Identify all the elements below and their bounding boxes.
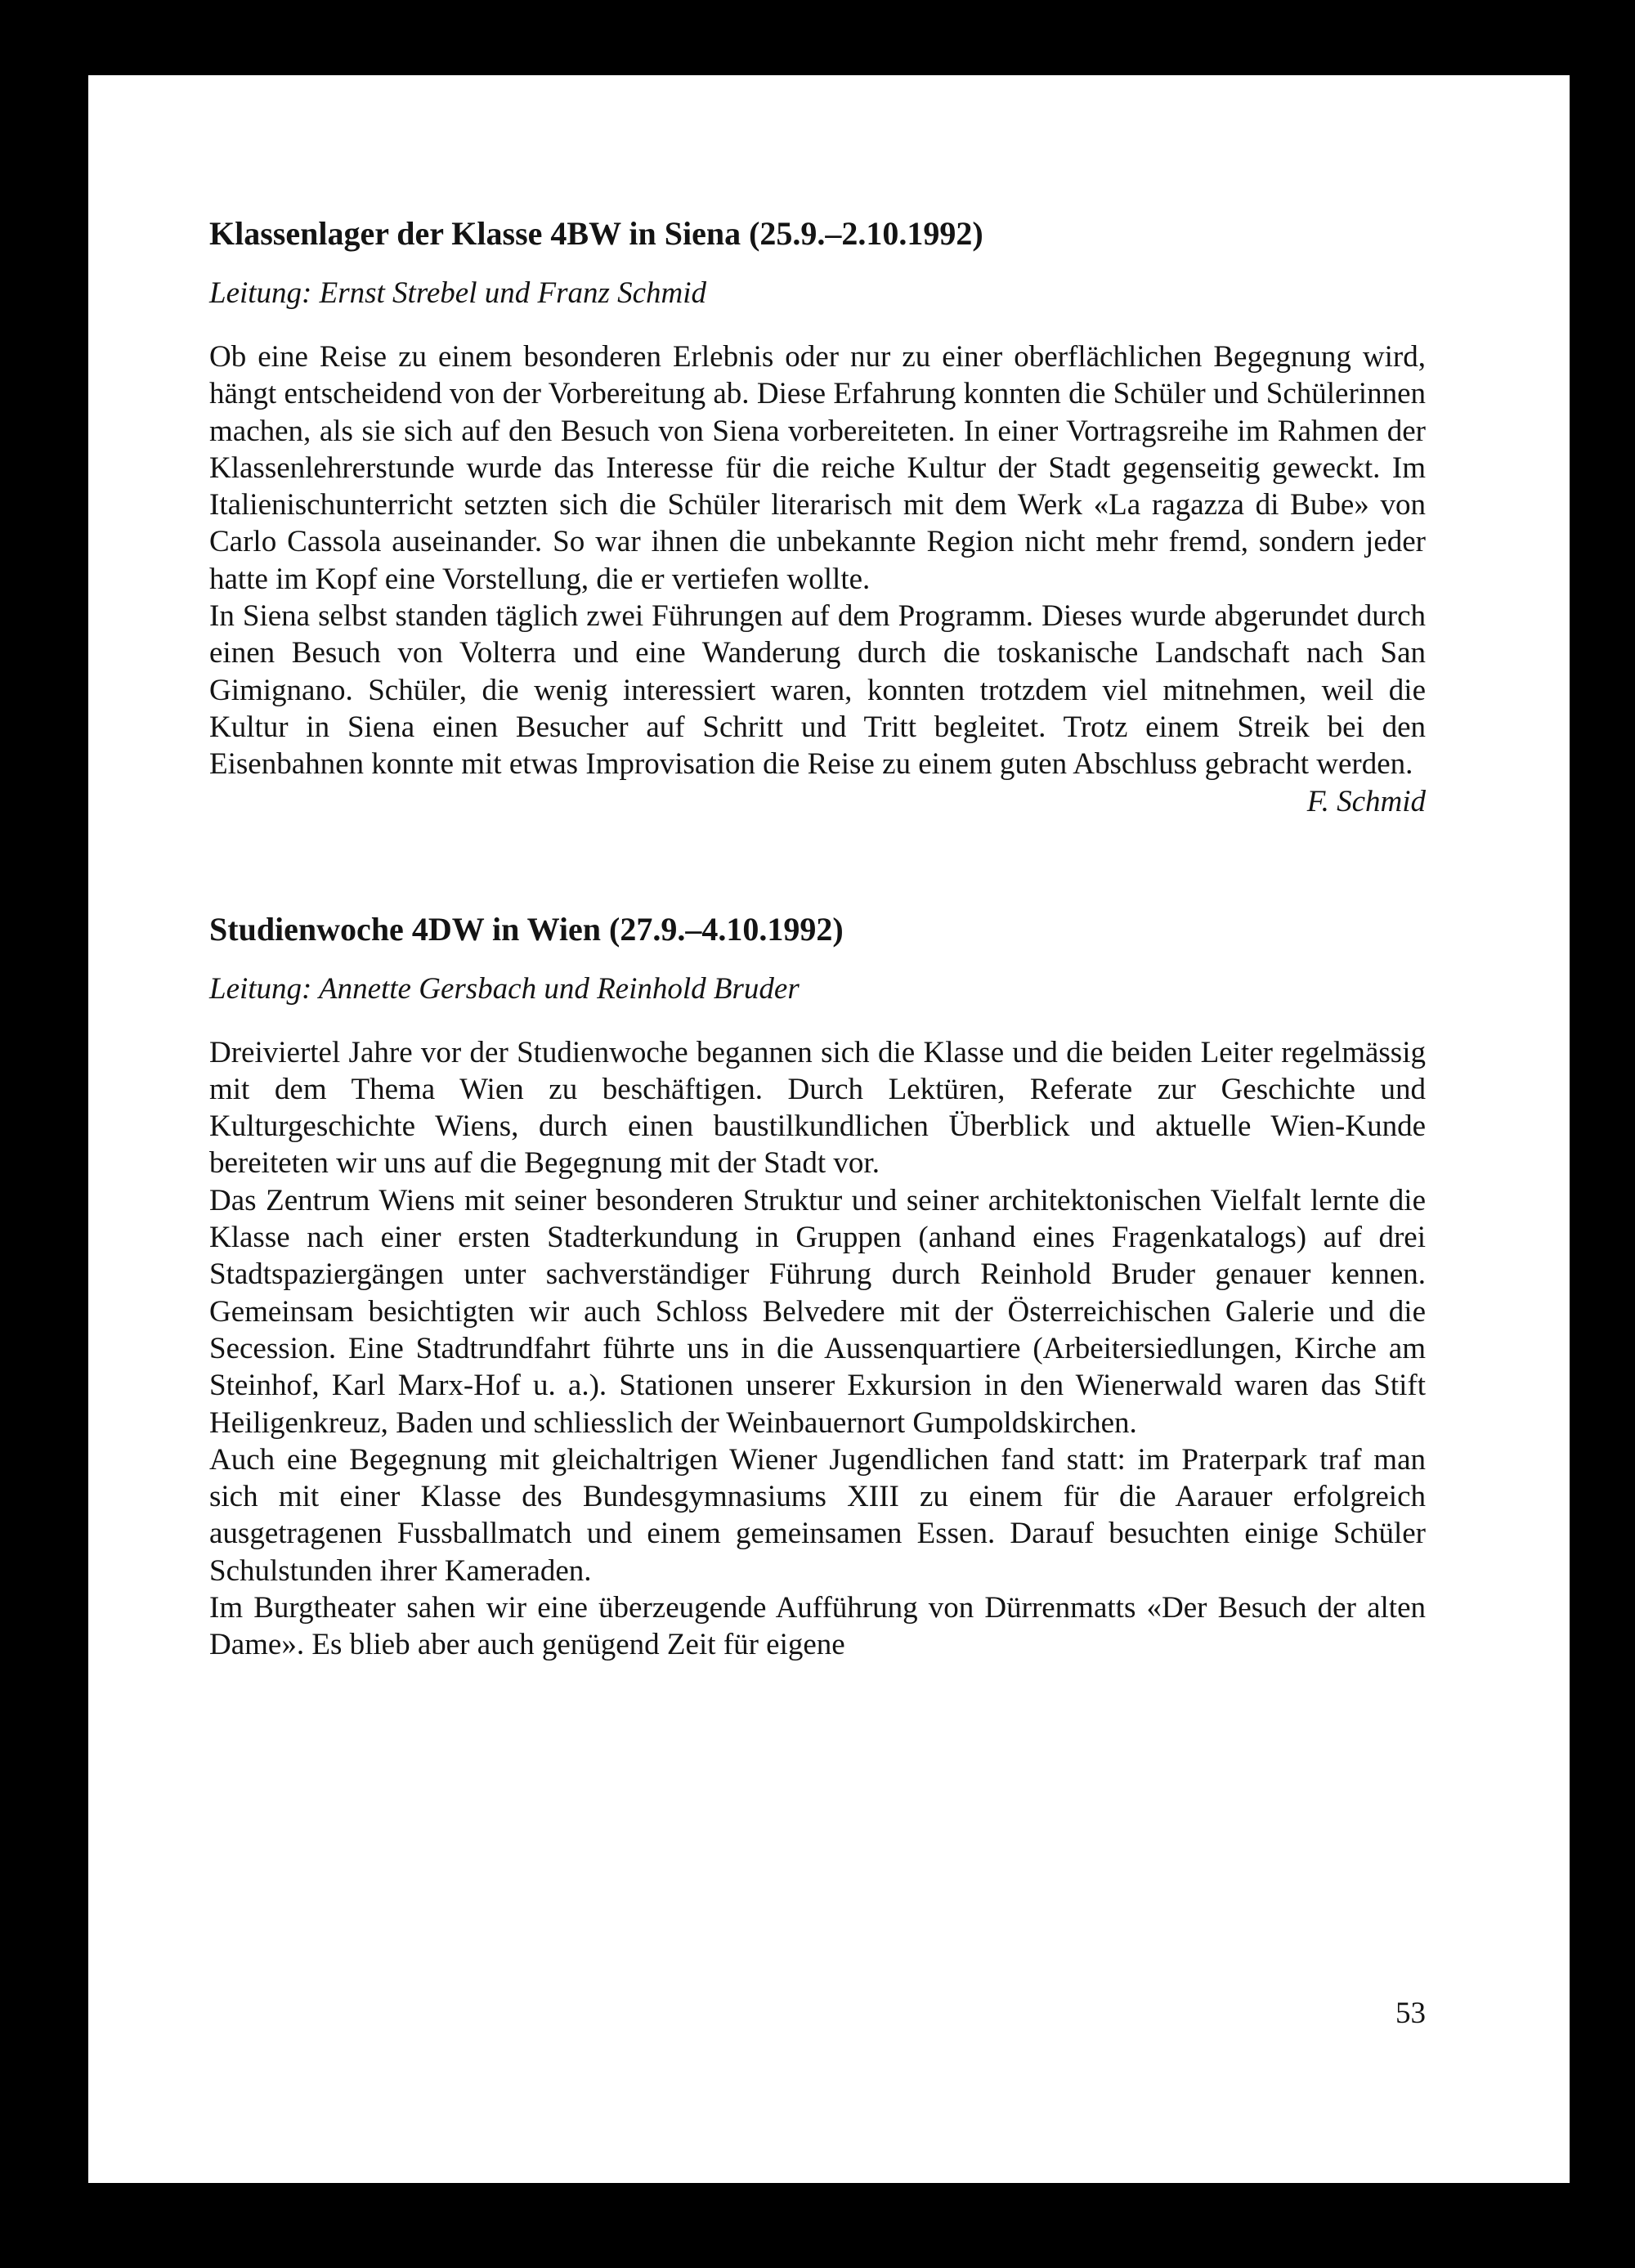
section-heading: Klassenlager der Klasse 4BW in Siena (25.9.–2.10.1992) xyxy=(209,215,983,252)
section-leitung: Leitung: Annette Gersbach und Reinhold Bruder xyxy=(209,971,800,1006)
author-signature: F. Schmid xyxy=(1306,784,1426,818)
page-number: 53 xyxy=(1395,1997,1426,2030)
page-content xyxy=(209,213,1426,1664)
section-wien xyxy=(209,908,1426,1664)
paragraph: Auch eine Begegnung mit gleichaltrigen Wiener Jugendlichen fand statt: im Praterpark traf man sich mit einer Klasse des Bundesgymnasiums XIII zu einem für die Aarauer erfolgreich ausgetragenen Fussballmatch und einem gemeinsamen Essen. Darauf besuchten einige Schüler Schulstunden ihrer Kameraden. xyxy=(209,1442,1426,1588)
section-heading: Studienwoche 4DW in Wien (27.9.–4.10.1992) xyxy=(209,910,844,948)
section-siena xyxy=(209,213,1426,820)
paragraph: Ob eine Reise zu einem besonderen Erlebnis oder nur zu einer oberflächlichen Begegnung wird, hängt entscheidend von der Vorbereitung ab. Diese Erfahrung konnten die Schüler und Schülerinnen machen, als sie sich auf den Besuch von Siena vorbereiteten. In einer Vortragsreihe im Rahmen der Klassenlehrerstunde wurde das Interesse für die reiche Kultur der Stadt gegenseitig geweckt. Im Italienischunterricht setzten sich die Schüler literarisch mit dem Werk «La ragazza di Bube» von Carlo Cassola auseinander. So war ihnen die unbekannte Region nicht mehr fremd, sondern jeder hatte im Kopf eine Vorstellung, die er vertiefen wollte. xyxy=(209,340,1426,596)
document-page xyxy=(88,75,1570,2183)
paragraph: Im Burgtheater sahen wir eine überzeugende Aufführung von Dürrenmatts «Der Besuch der alten Dame». Es blieb aber auch genügend Zeit für eigene xyxy=(209,1591,1426,1662)
section-spacer xyxy=(209,820,1426,908)
paragraph: Das Zentrum Wiens mit seiner besonderen Struktur und seiner architektonischen Vielfalt lernte die Klasse nach einer ersten Stadterkundung in Gruppen (anhand eines Fragenkatalogs) auf drei Stadtspaziergängen unter sachverständiger Führung durch Reinhold Bruder genauer kennen. Gemeinsam besichtigten wir auch Schloss Belvedere mit der Österreichischen Galerie und die Secession. Eine Stadtrundfahrt führte uns in die Aussenquartiere (Arbeitersiedlungen, Kirche am Steinhof, Karl Marx-Hof u. a.). Stationen unserer Exkursion in den Wienerwald waren das Stift Heiligenkreuz, Baden und schliesslich der Weinbauernort Gumpoldskirchen. xyxy=(209,1183,1426,1440)
paragraph: Dreiviertel Jahre vor der Studienwoche begannen sich die Klasse und die beiden Leiter regelmässig mit dem Thema Wien zu beschäftigen. Durch Lektüren, Referate zur Geschichte und Kulturgeschichte Wiens, durch einen baustilkundlichen Überblick und aktuelle Wien-Kunde bereiteten wir uns auf die Begegnung mit der Stadt vor. xyxy=(209,1035,1426,1181)
paragraph: In Siena selbst standen täglich zwei Führungen auf dem Programm. Dieses wurde abgerundet durch einen Besuch von Volterra und eine Wanderung durch die toskanische Landschaft nach San Gimignano. Schüler, die wenig interessiert waren, konnten trotzdem viel mitnehmen, weil die Kultur in Siena einen Besucher auf Schritt und Tritt begleitet. Trotz einem Streik bei den Eisenbahnen konnte mit etwas Improvisation die Reise zu einem guten Abschluss gebracht werden. xyxy=(209,599,1426,782)
section-leitung: Leitung: Ernst Strebel und Franz Schmid xyxy=(209,276,707,310)
